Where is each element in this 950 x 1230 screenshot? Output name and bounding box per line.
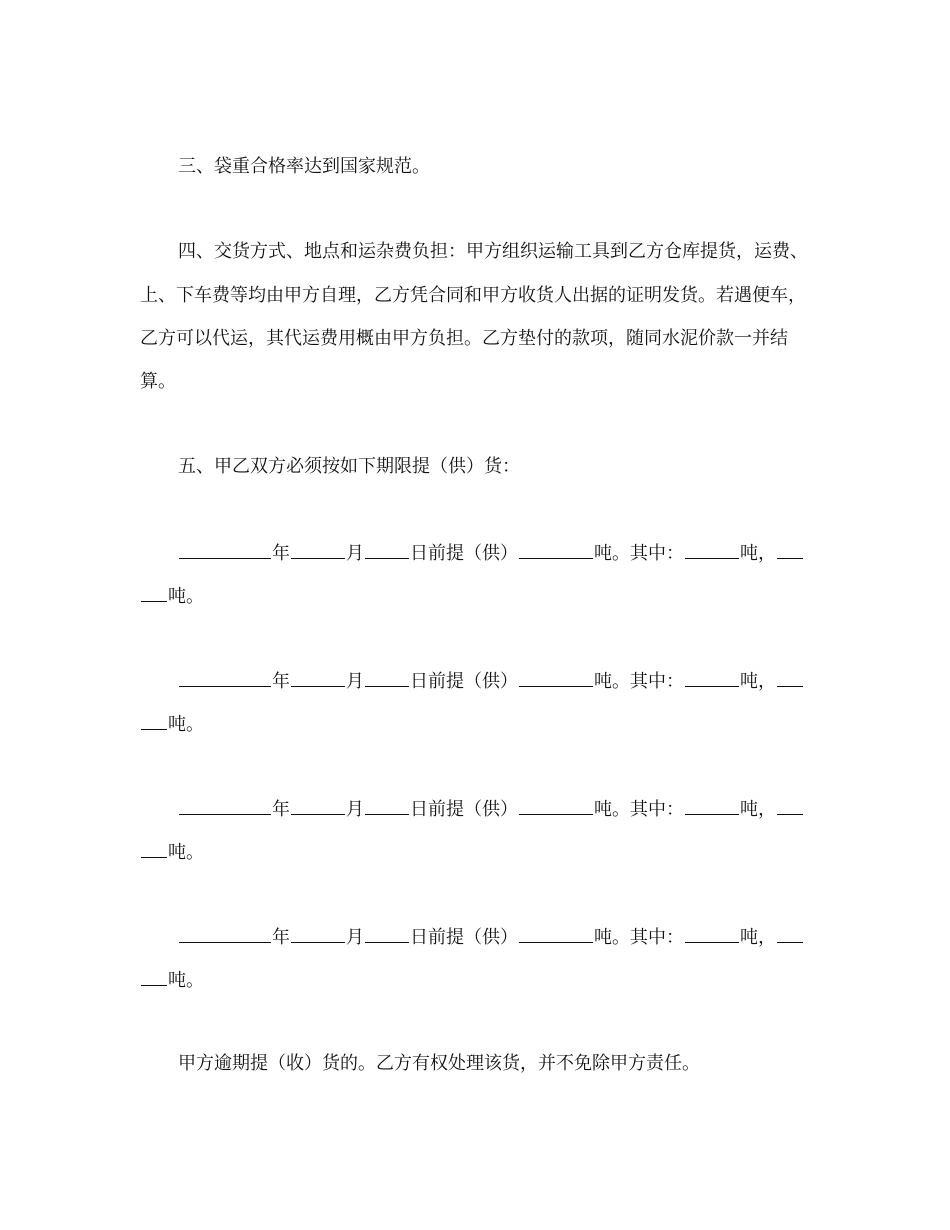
ton-label: 吨。其中： (594, 927, 684, 948)
tonnage-blank[interactable] (519, 796, 593, 815)
day-blank[interactable] (365, 796, 409, 815)
month-label: 月 (346, 927, 364, 948)
day-label: 日前提（供） (410, 671, 518, 692)
sub-tonnage-blank-2-cont[interactable] (141, 967, 167, 986)
year-blank[interactable] (179, 668, 271, 687)
ton-end-label: 吨。 (168, 586, 204, 607)
ton-label: 吨。其中： (594, 671, 684, 692)
year-label: 年 (272, 543, 290, 564)
schedule-row (178, 796, 818, 820)
schedule-row (178, 668, 818, 692)
year-label: 年 (272, 799, 290, 820)
section-4-line-1: 四、交货方式、地点和运杂费负担：甲方组织运输工具到乙方仓库提货，运费、 (178, 241, 808, 262)
day-blank[interactable] (365, 924, 409, 943)
year-blank[interactable] (179, 540, 271, 559)
month-label: 月 (346, 671, 364, 692)
section-5-heading: 五、甲乙双方必须按如下期限提（供）货： (178, 456, 520, 477)
schedule-row-continuation (140, 711, 820, 735)
sub-tonnage-blank[interactable] (685, 924, 739, 943)
month-label: 月 (346, 543, 364, 564)
ton-label: 吨。其中： (594, 799, 684, 820)
closing-clause: 甲方逾期提（收）货的。乙方有权处理该货，并不免除甲方责任。 (178, 1053, 700, 1074)
sub-tonnage-blank-2[interactable] (777, 924, 803, 943)
day-label: 日前提（供） (410, 927, 518, 948)
section-3-text: 三、袋重合格率达到国家规范。 (178, 156, 430, 177)
section-4-line-2: 上、下车费等均由甲方自理，乙方凭合同和甲方收货人出据的证明发货。若遇便车， (140, 285, 806, 306)
tonnage-blank[interactable] (519, 668, 593, 687)
day-blank[interactable] (365, 668, 409, 687)
ton-end-label: 吨。 (168, 970, 204, 991)
month-blank[interactable] (291, 796, 345, 815)
year-label: 年 (272, 927, 290, 948)
ton-end-label: 吨。 (168, 842, 204, 863)
sub-tonnage-blank[interactable] (685, 540, 739, 559)
year-label: 年 (272, 671, 290, 692)
sub-tonnage-blank-2[interactable] (777, 540, 803, 559)
sub-tonnage-blank[interactable] (685, 796, 739, 815)
day-label: 日前提（供） (410, 543, 518, 564)
ton-comma-label: 吨， (740, 799, 776, 820)
ton-comma-label: 吨， (740, 671, 776, 692)
ton-comma-label: 吨， (740, 543, 776, 564)
schedule-row-continuation (140, 839, 820, 863)
schedule-row (178, 924, 818, 948)
tonnage-blank[interactable] (519, 924, 593, 943)
month-label: 月 (346, 799, 364, 820)
year-blank[interactable] (179, 796, 271, 815)
schedule-row (178, 540, 818, 564)
ton-comma-label: 吨， (740, 927, 776, 948)
sub-tonnage-blank-2-cont[interactable] (141, 711, 167, 730)
month-blank[interactable] (291, 668, 345, 687)
day-label: 日前提（供） (410, 799, 518, 820)
schedule-row-continuation (140, 967, 820, 991)
sub-tonnage-blank-2[interactable] (777, 668, 803, 687)
sub-tonnage-blank-2-cont[interactable] (141, 839, 167, 858)
ton-end-label: 吨。 (168, 714, 204, 735)
sub-tonnage-blank[interactable] (685, 668, 739, 687)
month-blank[interactable] (291, 540, 345, 559)
sub-tonnage-blank-2-cont[interactable] (141, 583, 167, 602)
sub-tonnage-blank-2[interactable] (777, 796, 803, 815)
month-blank[interactable] (291, 924, 345, 943)
section-4-line-4: 算。 (140, 371, 176, 392)
year-blank[interactable] (179, 924, 271, 943)
section-4-line-3: 乙方可以代运，其代运费用概由甲方负担。乙方垫付的款项，随同水泥价款一并结 (140, 328, 788, 349)
tonnage-blank[interactable] (519, 540, 593, 559)
schedule-row-continuation (140, 583, 820, 607)
ton-label: 吨。其中： (594, 543, 684, 564)
day-blank[interactable] (365, 540, 409, 559)
